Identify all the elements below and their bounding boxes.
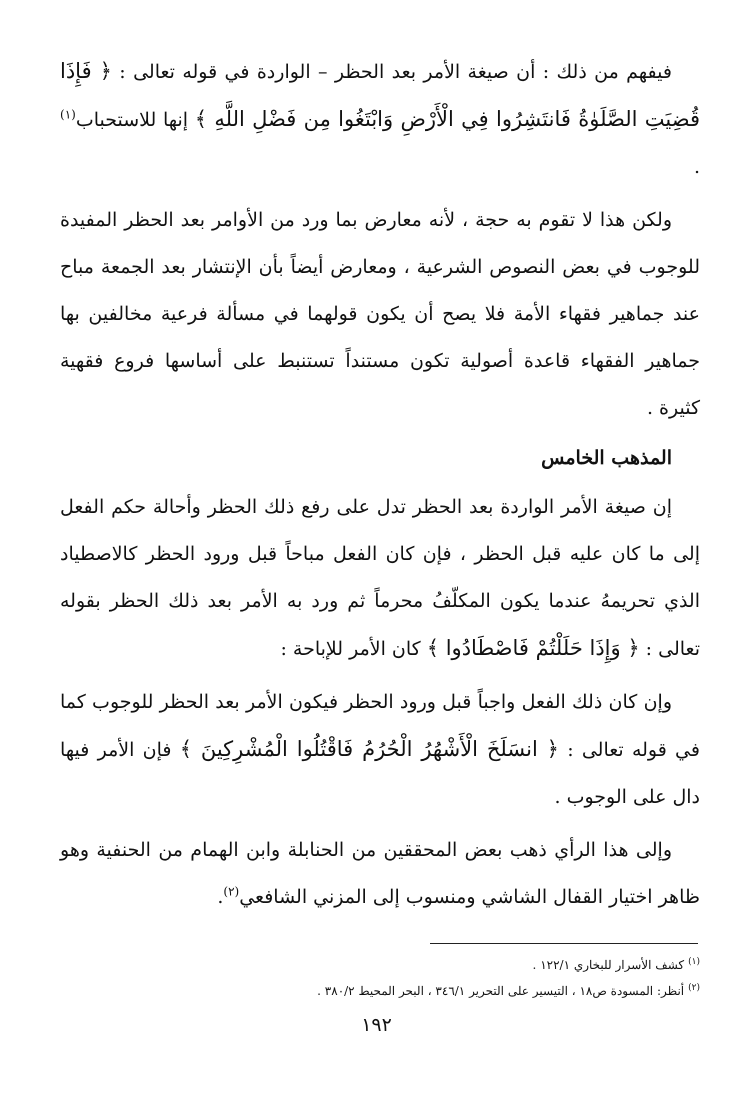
paragraph-5-end: . (217, 886, 224, 908)
footnote-reference-2: (٢) (223, 884, 240, 899)
paragraph-obligation (60, 679, 700, 821)
paragraph-attribution (60, 827, 700, 921)
paragraph-istihbab (60, 48, 700, 191)
footnote-1 (60, 952, 700, 978)
paragraph-2-text: ولكن هذا لا تقوم به حجة ، لأنه معارض بما ورد من الأوامر بعد الحظر المفيدة للوجوب في بعض النصوص الشرعية ، ومعارض أيضاً بأن الإنتشار بعد الجمعة مباح عند جماهير فقهاء الأمة فلا يصح أن يكون قولهما في مسألة فرعية مخالفين بها جماهير الفقهاء قاعدة أصولية تكون مستنداً تستنبط على أساسها فروع فقهية كثيرة . (60, 209, 700, 419)
paragraph-1-text-after: إنها للاستحباب (75, 109, 195, 131)
paragraph-3-text-after: كان الأمر للإباحة : (280, 638, 427, 660)
paragraph-1-end: . (693, 156, 700, 178)
paragraph-3-text-before: إن صيغة الأمر الواردة بعد الحظر تدل على رفع ذلك الحظر وأحالة حكم الفعل إلى ما كان عليه قبل الحظر ، فإن كان الفعل مباحاً قبل ورود الحظر كالاصطياد الذي تحريمهُ عندما يكون المكلّفُ محرماً ثم ورد به الأمر بعد ذلك الحظر بقوله تعالى : (60, 496, 700, 660)
footnote-1-text: كشف الأسرار للبخاري ١٢٢/١ . (532, 958, 685, 972)
footnote-divider (430, 943, 698, 944)
paragraph-4-text-after: فإن الأمر فيها دال على الوجوب . (60, 739, 700, 808)
paragraph-fifth-view (60, 484, 700, 673)
quran-verse-hunting: ﴿ وَإِذَا حَلَلْتُمْ فَاصْطَادُوا ﴾ (426, 636, 640, 660)
paragraph-1-text-before: فيفهم من ذلك : أن صيغة الأمر بعد الحظر – الواردة في قوله تعالى : (111, 61, 672, 83)
quran-verse-friday-prayer: ﴿ فَإِذَا قُضِيَتِ الصَّلَوٰةُ فَانتَشِرُوا فِي الْأَرْضِ وَابْتَغُوا مِن فَضْلِ اللَّهِ ﴾ (60, 59, 700, 131)
footnote-1-mark: (١) (688, 957, 700, 967)
paragraph-5-text: وإلى هذا الرأي ذهب بعض المحققين من الحنابلة وابن الهمام من الحنفية وهو ظاهر اختيار القفال الشاشي ومنسوب إلى المزني الشافعي (60, 839, 700, 908)
footnote-2-mark: (٢) (688, 983, 700, 993)
paragraph-objection (60, 197, 700, 432)
footnote-2-text: أنظر: المسودة ص١٨ ، التيسير على التحرير ٣٤٦/١ ، البحر المحيط ٣٨٠/٢ . (317, 984, 685, 998)
section-heading: المذهب الخامس (541, 447, 672, 469)
main-text (60, 48, 700, 927)
footnote-2 (60, 978, 700, 1004)
page-number: ١٩٢ (361, 1014, 392, 1036)
footnote-reference-1: (١) (60, 107, 76, 122)
quran-verse-sacred-months: ﴿ انسَلَخَ الْأَشْهُرُ الْحُرُمُ فَاقْتُلُوا الْمُشْرِكِينَ ﴾ (179, 737, 559, 761)
paragraph-4-text-before: وإن كان ذلك الفعل واجباً قبل ورود الحظر فيكون الأمر بعد الحظر للوجوب كما في قوله تعالى : (60, 691, 700, 761)
footnotes (60, 952, 700, 1004)
